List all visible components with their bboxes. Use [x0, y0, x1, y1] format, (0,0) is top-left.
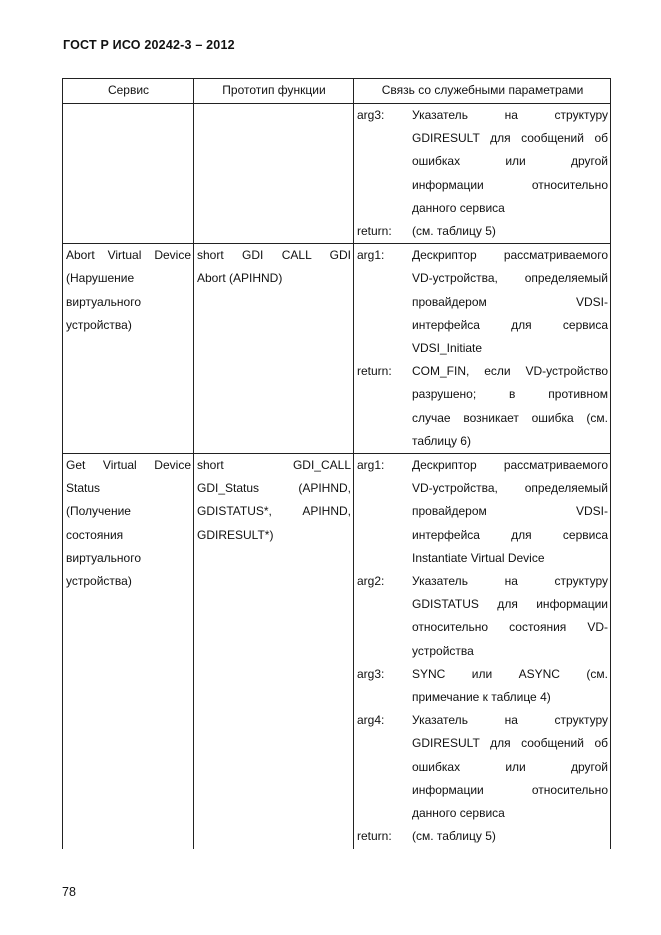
- param-description-line: GDIRESULT для сообщений об: [412, 131, 608, 146]
- service-cell-line: устройства): [66, 574, 132, 589]
- param-description-line: VD-устройства, определяемый: [412, 481, 608, 496]
- service-cell-line: Status: [66, 481, 101, 496]
- param-key: return:: [357, 364, 392, 379]
- param-description: [412, 663, 608, 709]
- params-cell: [354, 104, 611, 244]
- param-description-line: ошибках или другой: [412, 759, 608, 774]
- param-entry: [357, 825, 608, 848]
- param-description-line: примечание к таблице 4): [412, 690, 551, 705]
- param-description-line: Указатель на структуру: [412, 574, 608, 589]
- param-description: [412, 825, 608, 848]
- param-description-line: случае возникает ошибка (см.: [412, 410, 608, 425]
- param-key: arg3:: [357, 666, 385, 681]
- param-entry: [357, 360, 608, 453]
- params-list: [357, 454, 608, 848]
- service-cell-line: состояния: [66, 527, 124, 542]
- param-description-line: SYNC или ASYNC (см.: [412, 666, 608, 681]
- param-description-line: GDISTATUS для информации: [412, 597, 608, 612]
- service-cell-line: устройства): [66, 317, 132, 332]
- prototype-cell: [194, 104, 354, 244]
- table-row: [63, 454, 611, 849]
- prototype-cell: [194, 244, 354, 454]
- param-key: arg3:: [357, 108, 385, 122]
- param-description-line: провайдером VDSI-: [412, 294, 608, 309]
- param-key: return:: [357, 224, 392, 239]
- table-row: [63, 104, 611, 244]
- service-cell-line: (Получение: [66, 504, 131, 519]
- param-description: [412, 709, 608, 825]
- prototype-cell-line: Abort (APIHND): [197, 271, 283, 286]
- table-body: [63, 104, 611, 849]
- prototype-cell: [194, 454, 354, 849]
- table-header-row: [63, 79, 611, 104]
- param-description-line: разрушено; в противном: [412, 387, 608, 402]
- param-description-line: VD-устройства, определяемый: [412, 271, 608, 286]
- param-description-line: Указатель на структуру: [412, 713, 608, 728]
- param-description-line: данного сервиса: [412, 200, 505, 215]
- service-cell-line: Get Virtual Device: [66, 458, 191, 473]
- prototype-cell-line: short GDI CALL GDI: [197, 248, 351, 263]
- param-description: [412, 454, 608, 570]
- param-description-line: информации относительно: [412, 782, 608, 797]
- param-description: [412, 220, 608, 243]
- param-description: [412, 570, 608, 663]
- service-cell: [63, 454, 194, 849]
- param-key: arg2:: [357, 574, 385, 589]
- param-entry: [357, 244, 608, 360]
- param-description-line: интерфейса для сервиса: [412, 317, 608, 332]
- param-description-line: Указатель на структуру: [412, 108, 608, 122]
- param-description-line: устройства: [412, 643, 474, 658]
- document-header: ГОСТ Р ИСО 20242-3 – 2012: [63, 38, 235, 52]
- param-description: [412, 104, 608, 220]
- column-header-params: Связь со служебными параметрами: [354, 79, 611, 104]
- param-description-line: COM_FIN, если VD-устройство: [412, 364, 608, 379]
- param-key: arg1:: [357, 248, 385, 263]
- param-description-line: таблицу 6): [412, 433, 471, 448]
- service-table: [62, 78, 611, 849]
- param-description-line: Дескриптор рассматриваемого: [412, 248, 608, 263]
- table-row: [63, 244, 611, 454]
- param-description-line: информации относительно: [412, 177, 608, 192]
- param-description-line: провайдером VDSI-: [412, 504, 608, 519]
- service-cell: [63, 104, 194, 244]
- param-entry: [357, 570, 608, 663]
- param-description-line: Instantiate Virtual Device: [412, 550, 545, 565]
- prototype-cell-line: GDI_Status (APIHND,: [197, 481, 351, 496]
- service-cell-line: (Нарушение: [66, 271, 135, 286]
- param-entry: [357, 454, 608, 570]
- params-list: [357, 104, 608, 243]
- param-key: arg1:: [357, 458, 385, 473]
- param-description-line: ошибках или другой: [412, 154, 608, 169]
- param-entry: [357, 104, 608, 220]
- param-entry: [357, 663, 608, 709]
- param-description-line: GDIRESULT для сообщений об: [412, 736, 608, 751]
- param-entry: [357, 709, 608, 825]
- param-description-line: (см. таблицу 5): [412, 829, 496, 844]
- service-cell: [63, 244, 194, 454]
- param-description-line: (см. таблицу 5): [412, 224, 496, 239]
- param-description: [412, 244, 608, 360]
- param-key: return:: [357, 829, 392, 844]
- param-entry: [357, 220, 608, 243]
- param-description-line: интерфейса для сервиса: [412, 527, 608, 542]
- service-cell-line: Abort Virtual Device: [66, 248, 191, 263]
- params-cell: [354, 454, 611, 849]
- column-header-service: Сервис: [63, 79, 194, 104]
- param-description-line: относительно состояния VD-: [412, 620, 608, 635]
- column-header-prototype: Прототип функции: [194, 79, 354, 104]
- params-cell: [354, 244, 611, 454]
- prototype-cell-line: short GDI_CALL: [197, 458, 351, 473]
- page-number: 78: [62, 885, 76, 899]
- param-description-line: Дескриптор рассматриваемого: [412, 458, 608, 473]
- service-cell-line: виртуального: [66, 294, 141, 309]
- prototype-cell-line: GDISTATUS*, APIHND,: [197, 504, 351, 519]
- param-key: arg4:: [357, 713, 385, 728]
- service-cell-line: виртуального: [66, 550, 141, 565]
- param-description-line: VDSI_Initiate: [412, 341, 483, 356]
- params-list: [357, 244, 608, 453]
- param-description: [412, 360, 608, 453]
- param-description-line: данного сервиса: [412, 806, 505, 821]
- prototype-cell-line: GDIRESULT*): [197, 527, 274, 542]
